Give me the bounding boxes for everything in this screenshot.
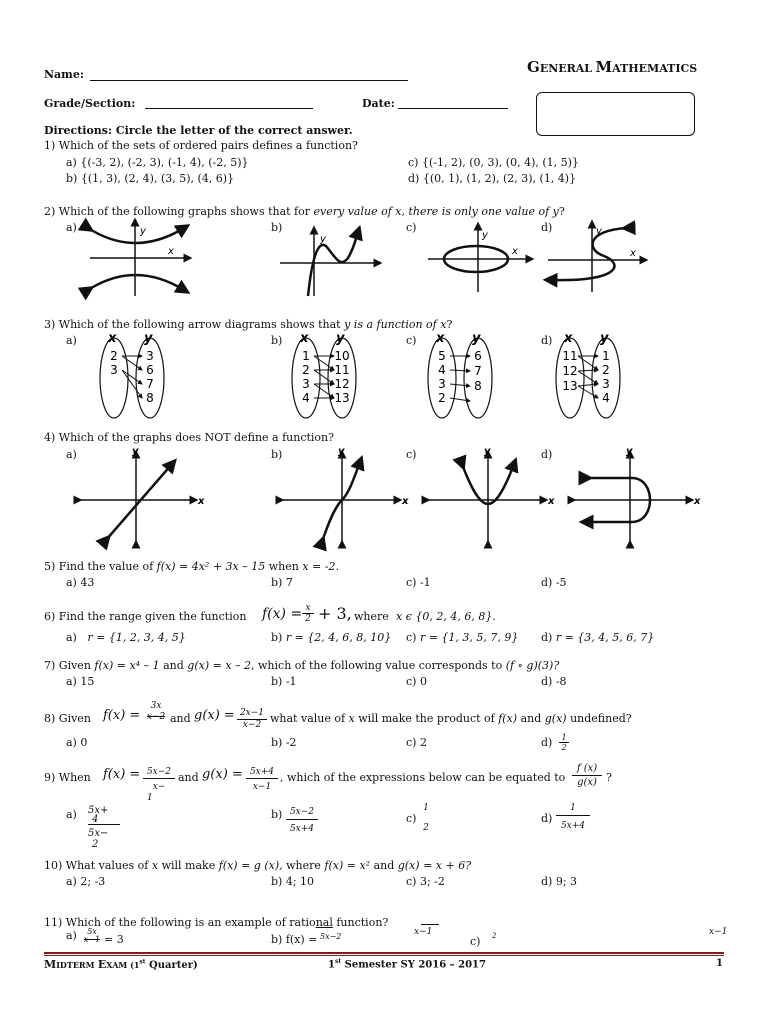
q9-g-fraction: $\frac{5x+4}{x-1}$ <box>246 766 278 793</box>
domain-value: 1 <box>302 349 310 363</box>
mapping-arrow <box>314 384 334 398</box>
mapping-arrow <box>122 370 142 384</box>
q1-option-c[interactable]: c) {(-1, 2), (0, 3), (0, 4), (1, 5)} <box>408 156 579 169</box>
q8-g-fraction: $\frac{2x-1}{x-2}$ <box>237 708 267 731</box>
range-value: 8 <box>146 391 154 405</box>
date-label: Date: <box>362 97 395 110</box>
y-header: y <box>600 331 609 346</box>
q11-option-c[interactable]: c) <box>470 935 481 948</box>
q4-graph-a <box>76 446 210 546</box>
axis-x-label: x <box>198 496 205 507</box>
q2-option-c[interactable]: c) <box>406 221 417 234</box>
axis-y-label: y <box>626 446 633 457</box>
axis-x-label: x <box>402 496 409 507</box>
q11-a-eq: = 3 <box>104 933 124 946</box>
mapping-arrow <box>314 356 334 370</box>
domain-value: 5 <box>438 349 446 363</box>
q6-fraction: $\frac{x}{2}$ <box>302 603 314 624</box>
q9-f: f(x) = <box>103 767 141 782</box>
q7-option-d[interactable]: d) -8 <box>541 675 567 688</box>
q11-option-b[interactable]: b) f(x) = <box>271 933 318 946</box>
q10-option-d[interactable]: d) 9; 3 <box>541 875 578 888</box>
q9-rest: , which of the expressions below can be equated to <box>280 771 566 784</box>
q8-f-fraction: 3x x−2 <box>146 701 166 722</box>
q4-option-a[interactable]: a) <box>66 448 77 461</box>
axis-y-label: y <box>338 446 345 457</box>
q9-and: and <box>178 771 199 784</box>
axis-x-label: x <box>548 496 555 507</box>
q6-stem-pre: 6) Find the range given the function <box>44 610 247 623</box>
range-value: 2 <box>602 363 610 377</box>
q4-option-c[interactable]: c) <box>406 448 417 461</box>
grade-label: Grade/Section: <box>44 97 136 110</box>
q6-option-a[interactable]: a) r = {1, 2, 3, 4, 5} <box>66 631 186 644</box>
page-number: 1 <box>716 958 723 969</box>
q8-option-b[interactable]: b) -2 <box>271 736 297 749</box>
mapping-arrow <box>578 370 598 371</box>
q7-option-a[interactable]: a) 15 <box>66 675 95 688</box>
range-value: 13 <box>334 391 350 405</box>
y-header: y <box>144 331 153 346</box>
q9-a-fraction: 5x+ 4 5x− 2 <box>88 805 120 850</box>
q9-qmark: ? <box>606 771 612 784</box>
q10-option-b[interactable]: b) 4; 10 <box>271 875 315 888</box>
q4-stem: 4) Which of the graphs does NOT define a function? <box>44 431 335 444</box>
q11-stem: 11) Which of the following is an example of rational function? <box>44 916 389 929</box>
range-value: 8 <box>474 379 482 393</box>
domain-value: 2 <box>302 363 310 377</box>
directions: Directions: Circle the letter of the correct answer. <box>44 124 353 137</box>
y-header: y <box>336 331 345 346</box>
footer-rule-thin <box>44 955 724 956</box>
domain-value: 3 <box>438 377 446 391</box>
mapping-arrow <box>122 370 142 398</box>
q4-graph-b <box>278 446 412 546</box>
q11-frag-line <box>421 924 439 925</box>
q2-option-a[interactable]: a) <box>66 221 77 234</box>
q2-option-b[interactable]: b) <box>271 221 283 234</box>
domain-value: 2 <box>110 349 118 363</box>
q3-stem: 3) Which of the following arrow diagrams shows that y is a function of x? <box>44 318 453 331</box>
q8-d-fraction: $\frac{1}{2}$ <box>559 733 569 752</box>
q11-b-num: 5x−2 <box>320 932 342 941</box>
mapping-arrow <box>450 384 470 386</box>
q6-plus: + 3, <box>318 604 352 623</box>
range-value: 6 <box>146 363 154 377</box>
q5-option-d[interactable]: d) -5 <box>541 576 567 589</box>
q5-option-c[interactable]: c) -1 <box>406 576 431 589</box>
q9-option-a[interactable]: a) <box>66 808 77 821</box>
axis-x-label: x <box>630 248 636 259</box>
q1-option-b[interactable]: b) {(1, 3), (2, 4), (3, 5), (4, 6)} <box>66 172 235 185</box>
q10-option-a[interactable]: a) 2; -3 <box>66 875 106 888</box>
range-value: 1 <box>602 349 610 363</box>
mapping-arrow <box>314 370 334 384</box>
range-value: 6 <box>474 349 482 363</box>
q10-stem: 10) What values of x will make f(x) = g (x), where f(x) = x² and g(x) = x + 6? <box>44 859 472 872</box>
range-value: 4 <box>602 391 610 405</box>
q9-stem-pre: 9) When <box>44 771 91 784</box>
domain-value: 12 <box>562 364 578 378</box>
axis-y-label: y <box>140 226 146 237</box>
q9-option-b[interactable]: b) <box>271 808 283 821</box>
domain-value: 4 <box>438 363 446 377</box>
footer-semester: 1st Semester SY 2016 – 2017 <box>328 958 486 971</box>
q6-option-c[interactable]: c) r = {1, 3, 5, 7, 9} <box>406 631 519 644</box>
range-value: 3 <box>602 377 610 391</box>
q9-g: g(x) = <box>202 767 243 782</box>
domain-value: 3 <box>302 377 310 391</box>
q4-graph-d <box>570 446 704 546</box>
domain-value: 2 <box>438 391 446 405</box>
mapping-arrow <box>450 370 470 371</box>
range-value: 7 <box>474 364 482 378</box>
q8-option-c[interactable]: c) 2 <box>406 736 427 749</box>
q8-option-d[interactable]: d) <box>541 736 553 749</box>
q6-option-b[interactable]: b) r = {2, 4, 6, 8, 10} <box>271 631 392 644</box>
q6-fx: f(x) = <box>262 606 303 622</box>
range-value: 12 <box>334 377 350 391</box>
q10-option-c[interactable]: c) 3; -2 <box>406 875 445 888</box>
q3-option-b[interactable]: b) <box>271 334 283 347</box>
q3-arrow-diagrams <box>0 0 768 430</box>
range-value: 3 <box>146 349 154 363</box>
mapping-arrow <box>578 356 598 370</box>
q3-option-d[interactable]: d) <box>541 334 553 347</box>
page-title: GENERAL MATHEMATICS <box>527 58 698 76</box>
q9-c-fraction: 1 2 <box>423 803 429 833</box>
x-header: x <box>108 331 117 346</box>
axis-y-label: y <box>484 446 491 457</box>
axis-x-label: x <box>512 246 518 257</box>
q11-far-frag: x−1 <box>709 927 728 937</box>
q9-option-c[interactable]: c) <box>406 812 417 825</box>
q6-set: x ϵ {0, 2, 4, 6, 8}. <box>396 610 496 623</box>
domain-value: 13 <box>562 379 578 393</box>
mapping-arrow <box>578 386 598 398</box>
q11-c-frag: x−1 <box>414 927 433 937</box>
q11-option-a[interactable]: a) <box>66 929 77 942</box>
mapping-arrow <box>578 371 598 384</box>
q1-option-a[interactable]: a) {(-3, 2), (-2, 3), (-1, 4), (-2, 5)} <box>66 156 249 169</box>
axis-x-label: x <box>694 496 701 507</box>
footer-exam: MIDTERM EXAM (1st Quarter) <box>44 958 198 971</box>
domain-value: 3 <box>110 363 118 377</box>
mapping-arrow <box>578 384 598 386</box>
q8-g: g(x) = <box>194 708 235 723</box>
q3-option-c[interactable]: c) <box>406 334 417 347</box>
q4-option-d[interactable]: d) <box>541 448 553 461</box>
q5-option-b[interactable]: b) 7 <box>271 576 293 589</box>
q7-option-b[interactable]: b) -1 <box>271 675 297 688</box>
q4-option-b[interactable]: b) <box>271 448 283 461</box>
footer-rule <box>44 952 724 954</box>
axis-y-label: y <box>320 234 326 245</box>
q8-stem-pre: 8) Given <box>44 712 91 725</box>
x-header: x <box>300 331 309 346</box>
q8-and: and <box>170 712 191 725</box>
q6-where: where <box>354 610 389 623</box>
range-value: 7 <box>146 377 154 391</box>
y-header: y <box>472 331 481 346</box>
axis-y-label: y <box>482 230 488 241</box>
q2-stem: 2) Which of the following graphs shows that for every value of x, there is only one value of y? <box>44 205 565 218</box>
range-value: 10 <box>334 349 350 363</box>
x-header: x <box>436 331 445 346</box>
q6-option-d[interactable]: d) r = {3, 4, 5, 6, 7} <box>541 631 655 644</box>
q9-quotient: $\frac{f (x)}{g(x)}$ <box>572 762 602 789</box>
q9-b-fraction: $\frac{5x-2}{5x+4}$ <box>286 806 318 836</box>
q3-option-a[interactable]: a) <box>66 334 77 347</box>
axis-y-label: y <box>132 446 139 457</box>
q1-option-d[interactable]: d) {(0, 1), (1, 2), (2, 3), (1, 4)} <box>408 172 577 185</box>
q5-stem: 5) Find the value of f(x) = 4x² + 3x – 15 when x = -2. <box>44 560 339 573</box>
q8-rest: what value of x will make the product of f(x) and g(x) undefined? <box>270 712 632 725</box>
q7-option-c[interactable]: c) 0 <box>406 675 427 688</box>
range-value: 11 <box>334 363 350 377</box>
mapping-arrow <box>122 356 142 370</box>
q8-option-a[interactable]: a) 0 <box>66 736 88 749</box>
q9-f-fraction: 5x−2 x− 1 <box>143 766 175 803</box>
name-label: Name: <box>44 68 84 81</box>
x-header: x <box>564 331 573 346</box>
q11-c-num: 2 <box>492 932 497 940</box>
domain-value: 4 <box>302 391 310 405</box>
q4-graph-c <box>424 446 558 546</box>
axis-y-label: y <box>596 226 602 237</box>
q2-option-d[interactable]: d) <box>541 221 553 234</box>
domain-value: 11 <box>562 349 578 363</box>
q11-a-fraction: 5x x−1 <box>83 927 101 944</box>
q9-option-d[interactable]: d) <box>541 812 553 825</box>
q7-stem: 7) Given f(x) = x⁴ – 1 and g(x) = x – 2, which of the following value corresponds to (f ∘ g)(3)? <box>44 659 560 672</box>
q5-option-a[interactable]: a) 43 <box>66 576 95 589</box>
q9-d-fraction: $\frac{1}{5x+4}$ <box>556 802 590 833</box>
axis-x-label: x <box>168 246 174 257</box>
q1-stem: 1) Which of the sets of ordered pairs defines a function? <box>44 139 358 152</box>
q8-f: f(x) = <box>103 708 141 723</box>
